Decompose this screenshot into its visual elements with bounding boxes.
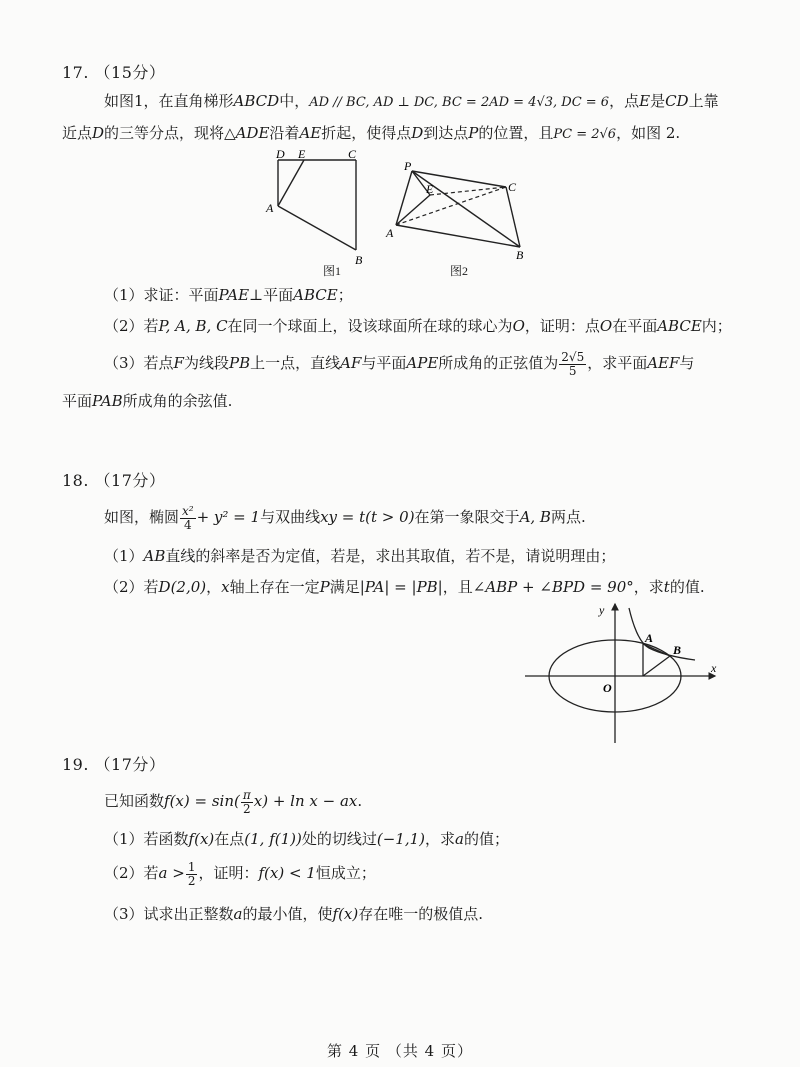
q17-part2: （2）若P, A, B, C在同一个球面上，设该球面所在球的球心为O，证明：点O在平面ABCE内； [104,317,732,335]
q17-fraction: $\frac{2√5}{5}$ [561,349,585,378]
q17-figure1 [262,140,372,275]
q18-point-b: B [673,643,682,657]
q19-header: 19. （17分） [62,755,166,774]
fig2-point-e: E [426,182,434,196]
q17-line2: 近点D的三等分点，现将△ADE沿着AE折起，使得点D到达点P的位置，且PC = 2√6，如图 2. [62,124,681,142]
q18-header: 18. （17分） [62,471,166,490]
q19-fraction-pi: $\frac{\pi}{2}$ [242,787,251,816]
q18-figure [525,598,725,746]
q17-part1: （1）求证：平面PAE⊥平面ABCE； [104,286,353,304]
fig2-point-a: A [386,226,394,240]
q18-fraction: $\frac{\text{x²}}{4}$ [182,503,194,532]
fig1-point-e: E [298,147,306,161]
fig2-point-c: C [508,180,517,194]
fig1-point-b: B [355,253,363,267]
page-footer: 第 4 页 （共 4 页） [327,1042,473,1060]
q18-axis-y-label: y [599,603,605,617]
q17-fig2-label: 图2 [450,264,469,278]
fig1-point-c: C [348,147,357,161]
q17-part3-cont: 平面PAB所成角的余弦值. [62,392,233,410]
q17-line1: 如图1，在直角梯形ABCD中，AD // BC, AD ⊥ DC, BC = 2AD = 4√3, DC = 6，点E是CD上靠 [104,92,719,110]
q17-fig1-label: 图1 [323,264,342,278]
q18-axis-x-label: x [711,661,717,675]
q18-point-a: A [645,631,654,645]
q18-part1: （1）AB直线的斜率是否为定值，若是，求出其取值，若不是，请说明理由； [104,547,616,565]
q19-part1: （1）若函数f(x)在点(1, f(1))处的切线过(−1,1)，求a的值； [104,830,510,848]
q18-part2: （2）若D(2,0)，x轴上存在一定P满足|PA| = |PB|，且∠ABP + ∠BPD = 90°，求t的值. [104,578,705,596]
fig2-point-p: P [404,159,412,173]
q17-figure2 [382,155,532,265]
q19-part3: （3）试求出正整数a的最小值，使f(x)存在唯一的极值点. [104,905,484,923]
q19-line1: 已知函数f(x) = sin( $\frac{\pi}{2}$ x) + ln x − ax. [104,787,363,816]
q17-header: 17. （15分） [62,63,166,82]
q17-part3: （3）若点F为线段PB上一点，直线AF与平面APE所成角的正弦值为 $\frac{2√5}{5}$ ，求平面AEF与 [104,349,695,378]
q19-part2: （2）若a > $\frac{1}{2}$ ，证明：f(x) < 1恒成立； [104,859,376,888]
fig2-point-b: B [516,248,524,262]
q18-line1: 如图，椭圆 $\frac{\text{x²}}{4}$ + y² = 1与双曲线xy = t(t > 0)在第一象限交于A, B两点. [104,503,586,532]
q18-origin-label: O [603,681,612,695]
fig1-point-a: A [266,201,274,215]
fig1-point-d: D [276,147,285,161]
q19-fraction-half: $\frac{1}{2}$ [187,859,196,888]
